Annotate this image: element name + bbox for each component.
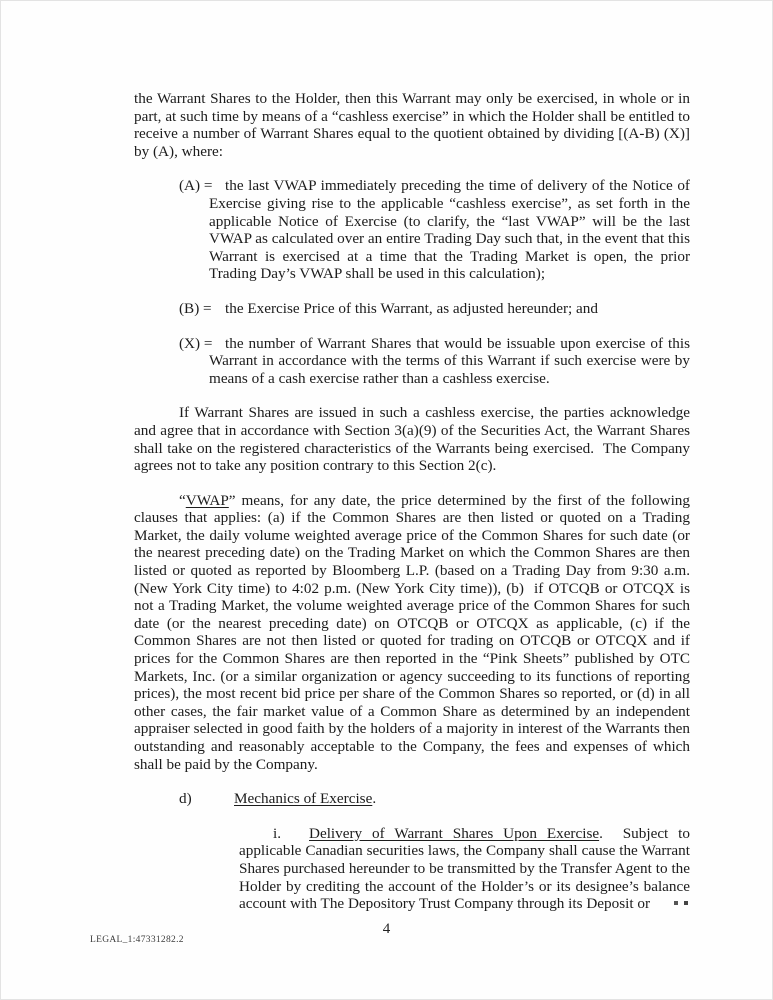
document-body [134, 90, 694, 930]
subsection-i-text: . Subject to applicable Canadian securities laws, the Company shall cause the Warrant Shares purchased hereunder to be transmitted by the Transfer Agent to the Holder by crediting the account of the Holder’s or its designee’s balance account with The Depository Trust Company through its Deposit or [239, 824, 694, 913]
section-d-period: . [372, 790, 377, 808]
definition-x [179, 334, 694, 388]
subsection-i-title: Delivery of Warrant Shares Upon Exercise [309, 824, 600, 842]
vwap-open-quote: “ [179, 491, 186, 509]
section-d-title: Mechanics of Exercise [234, 790, 373, 808]
scan-artifact [684, 901, 688, 905]
definition-x-text: the number of Warrant Shares that would be issuable upon exercise of this Warrant in accordance with the terms of this Warrant if such exercise were by means of a cash exercise rather than a cashless exercise. [209, 334, 694, 387]
vwap-term: VWAP [185, 491, 229, 509]
paragraph-cashless-exercise: If Warrant Shares are issued in such a cashless exercise, the parties acknowledge and agree that in accordance with Section 3(a)(9) of the Securities Act, the Warrant Shares shall take on the registered characteristics of the Warrants being exercised. The Company agrees not to take any position contrary to this Section 2(c). [134, 404, 694, 475]
paragraph-intro: the Warrant Shares to the Holder, then this Warrant may only be exercised, in whole or in part, at such time by means of a “cashless exercise” in which the Holder shall be entitled to receive a number of Warrant Shares equal to the quotient obtained by dividing [(A-B) (X)] by (A), where: [134, 90, 694, 160]
definition-b-label: (B) = [179, 299, 212, 317]
section-d-label: d) [179, 790, 192, 808]
definition-b-text: the Exercise Price of this Warrant, as adjusted hereunder; and [225, 299, 598, 317]
section-d-heading [179, 790, 690, 808]
vwap-definition-text: ” means, for any date, the price determined by the first of the following clauses that applies: (a) if the Common Shares are then listed or quoted on a Trading Market, the daily volume weighted average price of the Common Shares for such date (or the nearest preceding date) on the Trading Market on which the Common Shares are then listed or quoted as reported by Bloomberg L.P. (based on a Trading Day from 9:30 a.m. (New York City time) to 4:02 p.m. (New York City time)), (b) if OTCQB or OTCQX is not a Trading Market, the volume weighted average price of the Common Shares for such date (or the nearest preceding date) on OTCQB or OTCQX as applicable, (c) if the Common Shares are not then listed or quoted for trading on OTCQB or OTCQX and if prices for the Common Shares are then reported in the “Pink Sheets” published by OTC Markets, Inc. (or a similar organization or agency succeeding to its functions of reporting prices), the most recent bid price per share of the Common Shares so reported, or (d) in all other cases, the fair market value of a Common Share as determined by an independent appraiser selected in good faith by the holders of a majority in interest of the Warrants then outstanding and reasonably acceptable to the Company, the fees and expenses of which shall be paid by the Company. [134, 491, 694, 773]
definition-a [179, 177, 694, 283]
scan-artifact [674, 901, 678, 905]
paragraph-vwap-definition [134, 491, 694, 774]
subsection-i-label: i. [273, 824, 282, 842]
document-id-footer: LEGAL_1:47331282.2 [90, 935, 184, 945]
definition-x-label: (X) = [179, 334, 213, 352]
page-number: 4 [382, 921, 391, 937]
definition-a-label: (A) = [179, 177, 213, 195]
definition-b [179, 300, 690, 318]
definition-a-text: the last VWAP immediately preceding the time of delivery of the Notice of Exercise giving rise to the applicable “cashless exercise”, as set forth in the applicable Notice of Exercise (to clarify, the “last VWAP” will be the last VWAP as calculated over an entire Trading Day such that, in the event that this Warrant is exercised at a time that the Trading Market is open, the prior Trading Day’s VWAP shall be used in this calculation); [209, 177, 694, 283]
subsection-i-delivery [239, 824, 694, 913]
